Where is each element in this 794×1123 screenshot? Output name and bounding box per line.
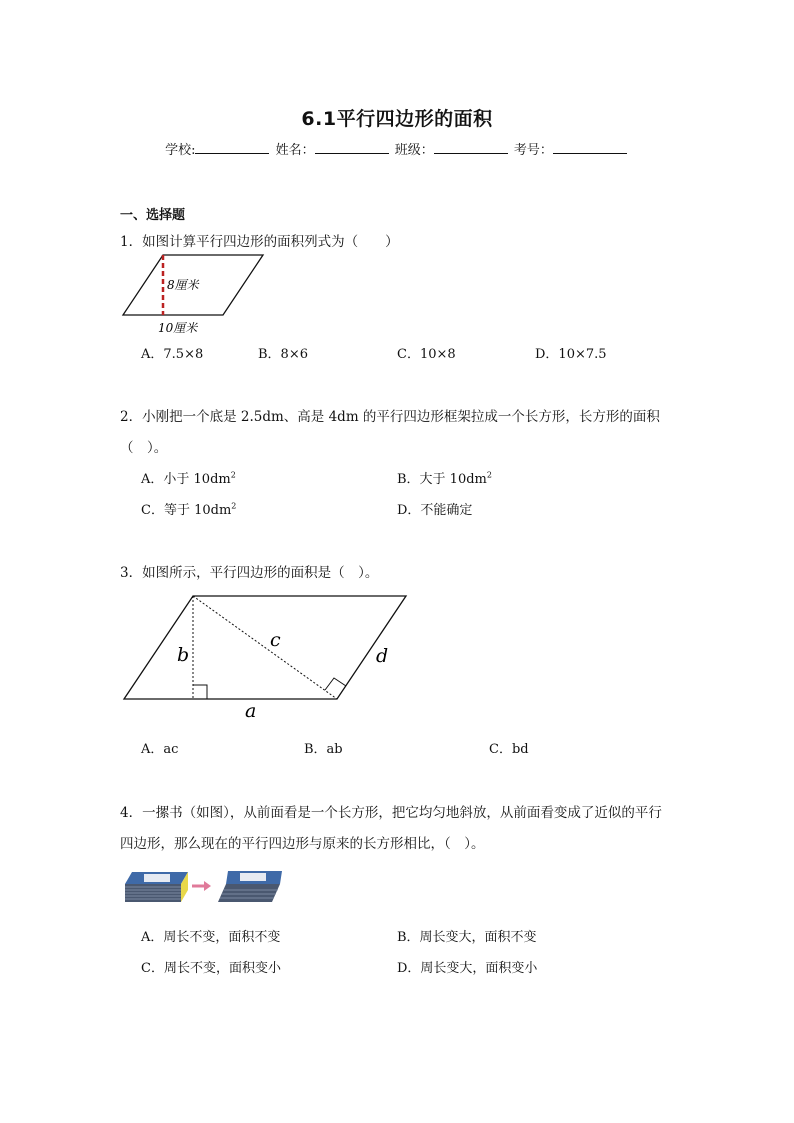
label-a: a [245,700,257,722]
school-label: 学校: [165,143,196,158]
right-angle-mark-d [325,678,346,690]
student-info-line [0,139,794,158]
question-4-stem-line-2: 四边形，那么现在的平行四边形与原来的长方形相比，（ ）。 [120,836,485,852]
question-2-option-b[interactable] [397,468,492,487]
class-blank[interactable] [434,141,508,154]
label-d: d [376,645,389,667]
superscript: 2 [231,501,237,511]
question-1-option-d[interactable]: D．10×7.5 [535,347,607,362]
question-3-option-b[interactable]: B．ab [304,742,343,757]
question-4-option-d[interactable]: D．周长变大，面积变小 [397,961,538,976]
question-1-option-a[interactable]: A．7.5×8 [141,347,204,362]
question-3-option-a[interactable]: A．ac [141,742,179,757]
section-title: 一、选择题 [120,208,186,223]
height-label: 8厘米 [167,278,199,292]
arrow-icon [192,881,211,891]
question-2-option-c[interactable] [141,499,236,518]
exam-number-label: 考号： [513,143,553,158]
question-4-option-a[interactable]: A．周长不变，面积不变 [141,930,281,945]
book-stack-figure [122,866,284,906]
option-text: C．等于 10dm [141,503,232,518]
question-3-option-c[interactable]: C．bd [489,742,529,757]
question-1-figure [120,252,270,338]
page-title: 6.1平行四边形的面积 [301,108,493,130]
base-label: 10厘米 [158,321,198,335]
question-2-option-d[interactable]: D．不能确定 [397,503,473,518]
right-angle-mark-b [193,685,207,699]
name-label: 姓名： [275,143,315,158]
option-text: A．小于 10dm [141,472,231,487]
diagonal-line-c [193,596,337,699]
question-4-option-b[interactable]: B．周长变大，面积不变 [397,930,537,945]
label-c: c [270,629,281,651]
exam-number-blank[interactable] [553,141,627,154]
question-4-option-c[interactable]: C．周长不变，面积变小 [141,961,281,976]
question-4-stem-line-1: 4．一摞书（如图），从前面看是一个长方形，把它均匀地斜放，从前面看变成了近似的平行 [120,805,662,821]
school-blank[interactable] [195,141,269,154]
superscript: 2 [486,470,492,480]
superscript: 2 [230,470,236,480]
question-2-option-a[interactable] [141,468,236,487]
class-label: 班级： [394,143,434,158]
question-1-option-c[interactable]: C．10×8 [397,347,456,362]
question-3-stem: 3．如图所示，平行四边形的面积是（ ）。 [120,565,379,581]
question-2-stem-line-2: （ ）。 [120,440,168,456]
question-2-stem-line-1: 2．小刚把一个底是 2.5dm、高是 4dm 的平行四边形框架拉成一个长方形，长方形的面积 [120,409,660,425]
book-stack-straight-image [125,872,188,902]
question-1-stem: 1．如图计算平行四边形的面积列式为（ ） [120,234,399,250]
question-1-option-b[interactable]: B．8×6 [258,347,308,362]
option-text: B．大于 10dm [397,472,487,487]
book-stack-slanted-image [218,871,282,902]
name-blank[interactable] [315,141,389,154]
label-b: b [177,644,190,666]
question-3-figure [120,592,410,722]
